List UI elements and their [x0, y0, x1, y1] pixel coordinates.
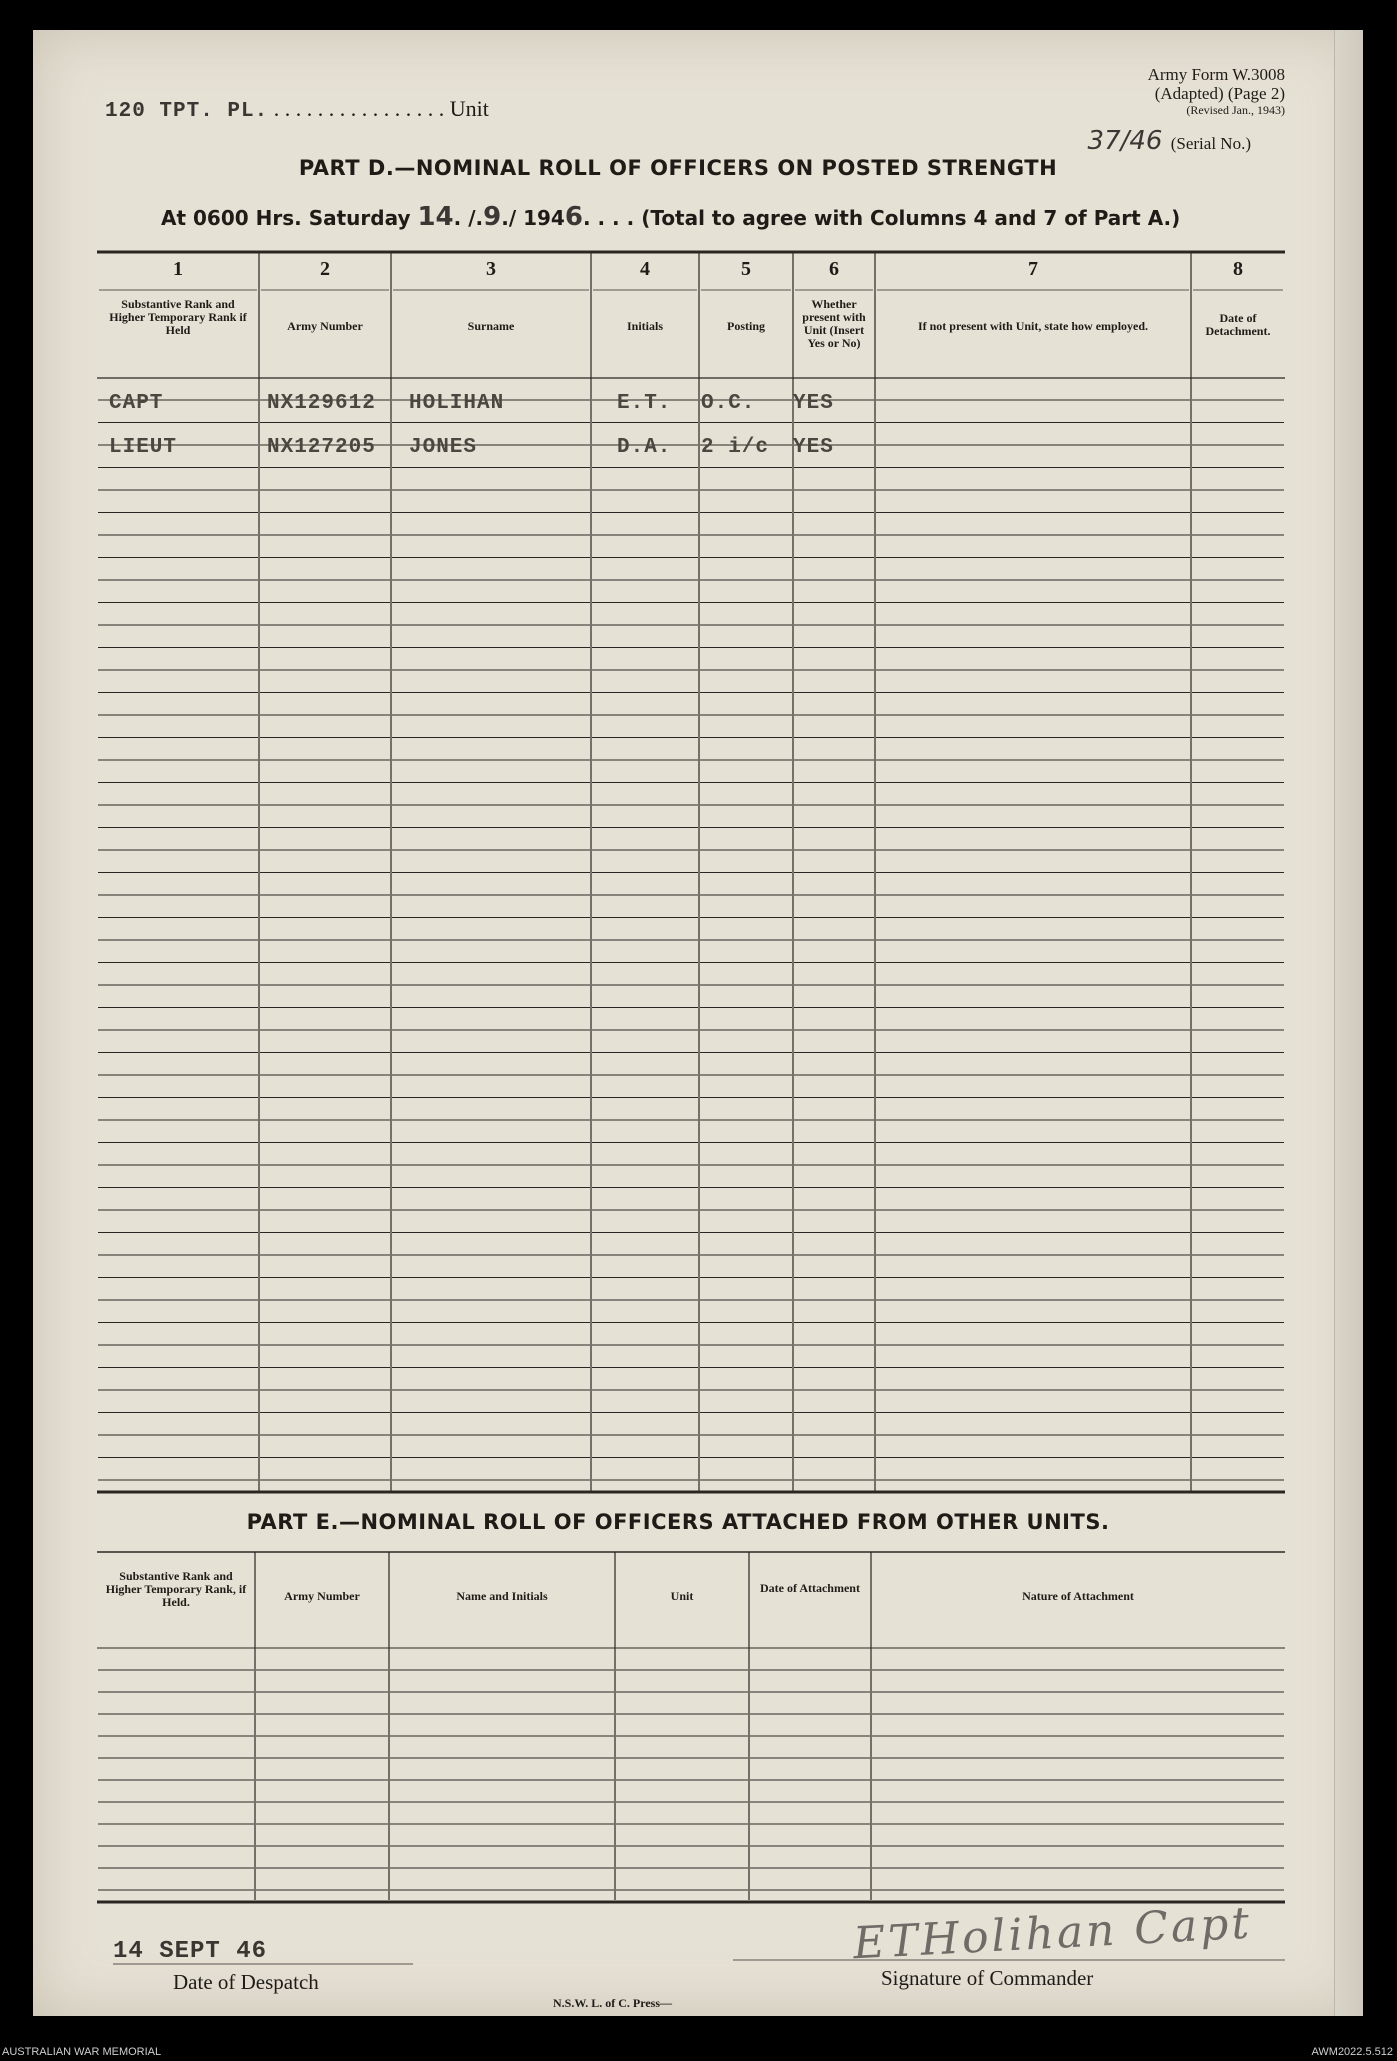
unit-dots: . . . . . . . . . . . . . . . .: [268, 96, 445, 121]
column-number-1: 1: [173, 258, 183, 280]
despatch-date-label: Date of Despatch: [173, 1970, 319, 1994]
column-header-1: Substantive Rank and Higher Temporary Rank if Held: [109, 297, 247, 337]
column-header-8: Date of Detachment.: [1205, 311, 1271, 338]
part-e-column-header-5: Date of Attachment: [760, 1581, 860, 1595]
serial-value: 37/46: [1087, 126, 1163, 156]
press-imprint: N.S.W. L. of C. Press—: [553, 1996, 673, 2010]
column-header-3: Surname: [467, 319, 515, 333]
part-e-column-header-1: Substantive Rank and Higher Temporary Rank, if Held.: [105, 1569, 247, 1609]
signature-label: Signature of Commander: [881, 1966, 1094, 1990]
column-header-6: Whether present with Unit (Insert Yes or No): [802, 297, 866, 350]
row-1-present: YES: [793, 392, 834, 415]
caption-left: AUSTRALIAN WAR MEMORIAL: [2, 2046, 162, 2058]
part-e-column-header-3: Name and Initials: [456, 1589, 548, 1603]
caption-right: AWM2022.5.512: [1311, 2046, 1393, 2058]
column-number-7: 7: [1028, 258, 1038, 280]
part-e-title: PART E.—NOMINAL ROLL OF OFFICERS ATTACHED FROM OTHER UNITS.: [246, 1510, 1110, 1534]
commander-signature: ETHolihan Capt: [851, 1897, 1254, 1970]
at-suffix: (Total to agree with Columns 4 and 7 of Part A.): [641, 206, 1181, 230]
column-number-4: 4: [640, 258, 650, 280]
form-adapted: (Adapted) (Page 2): [1154, 84, 1285, 103]
column-header-7: If not present with Unit, state how employed.: [917, 319, 1149, 333]
column-number-8: 8: [1233, 258, 1243, 280]
form-revised: (Revised Jan., 1943): [1186, 103, 1285, 117]
row-1-surname: HOLIHAN: [409, 392, 505, 415]
date-day: 14: [417, 202, 454, 232]
row-2-initials: D.A.: [617, 436, 672, 459]
unit-label: Unit: [449, 96, 489, 121]
row-2-surname: JONES: [409, 436, 478, 459]
form-page: [33, 30, 1363, 2016]
part-e-column-header-4: Unit: [670, 1589, 694, 1603]
row-2-rank: LIEUT: [109, 436, 178, 459]
column-number-3: 3: [486, 258, 496, 280]
part-e-column-header-2: Army Number: [284, 1589, 360, 1603]
date-year-suffix: 6: [564, 202, 583, 232]
row-2-posting: 2 i/c: [701, 436, 770, 459]
at-date-line: At 0600 Hrs. Saturday 14. /.9./ 1946. . . . (Total to agree with Columns 4 and 7 of Part A.): [161, 202, 1181, 232]
column-number-5: 5: [741, 258, 751, 280]
date-year-prefix: 194: [523, 206, 565, 230]
at-prefix: At 0600 Hrs. Saturday: [161, 206, 411, 230]
row-1-rank: CAPT: [109, 392, 164, 415]
despatch-date-value: 14 SEPT 46: [113, 1938, 268, 1965]
part-d-title: PART D.—NOMINAL ROLL OF OFFICERS ON POSTED STRENGTH: [298, 156, 1058, 180]
row-1-posting: O.C.: [701, 392, 756, 415]
part-e-column-header-6: Nature of Attachment: [1022, 1589, 1134, 1603]
date-month: 9: [483, 202, 502, 232]
serial-label: (Serial No.): [1170, 134, 1251, 153]
column-header-5: Posting: [726, 319, 765, 333]
unit-value: 120 TPT. PL.: [105, 100, 269, 123]
column-number-6: 6: [829, 258, 839, 280]
column-number-2: 2: [320, 258, 330, 280]
column-header-2: Army Number: [287, 319, 363, 333]
row-2-number: NX127205: [267, 436, 376, 459]
row-1-initials: E.T.: [617, 392, 672, 415]
column-header-4: Initials: [626, 319, 663, 333]
form-number: Army Form W.3008: [1147, 65, 1285, 84]
row-2-present: YES: [793, 436, 834, 459]
row-1-number: NX129612: [267, 392, 376, 415]
